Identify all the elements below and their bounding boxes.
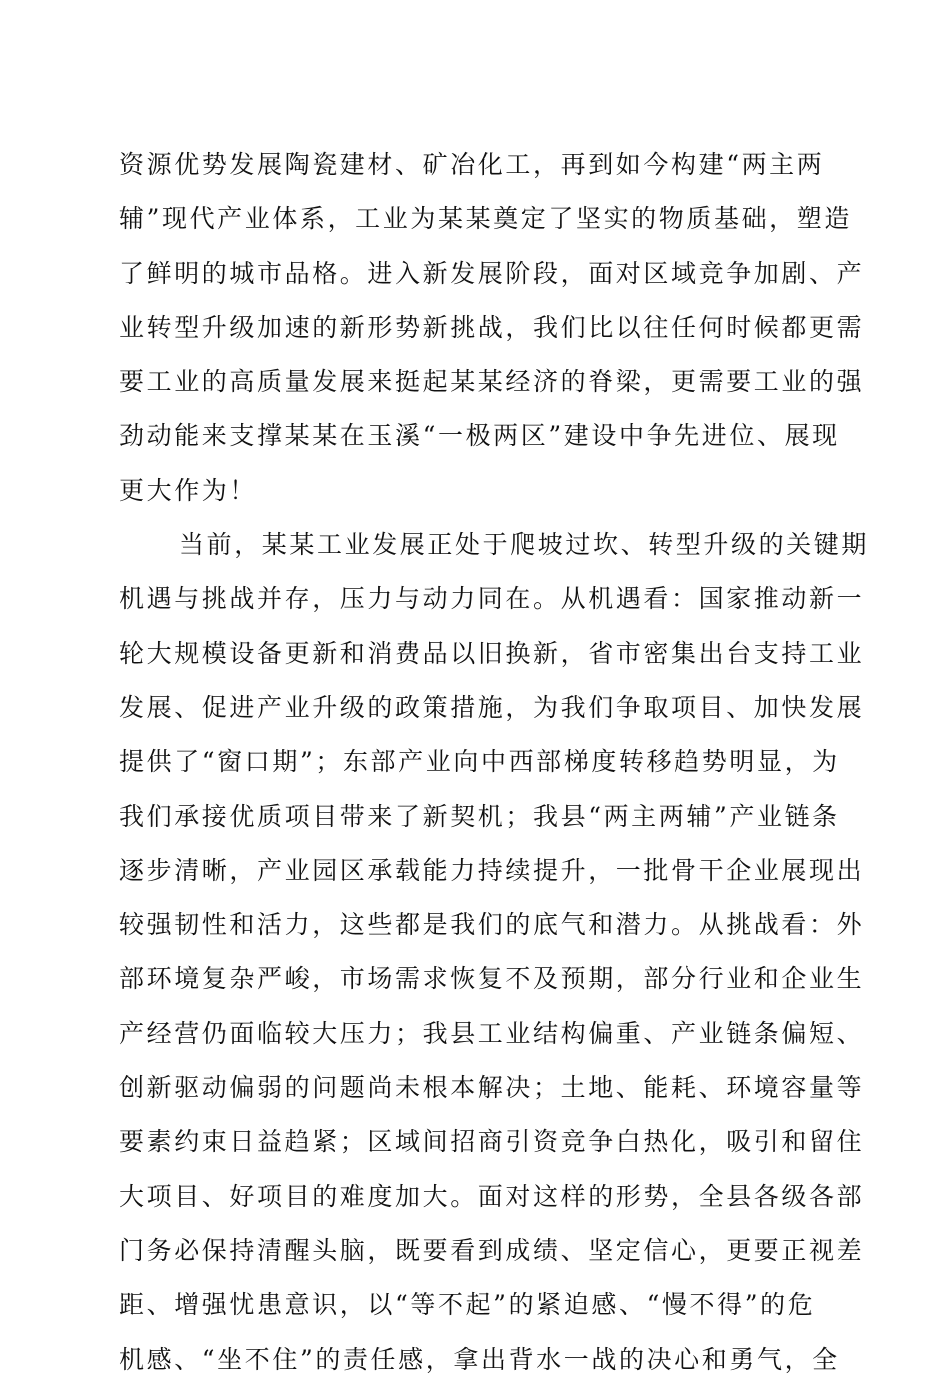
text-line: 距、增强忧患意识，以“等不起”的紧迫感、“慢不得”的危 bbox=[119, 1290, 816, 1320]
text-line: 轮大规模设备更新和消费品以旧换新，省市密集出台支持工业 bbox=[119, 638, 865, 668]
text-line: 逐步清晰，产业园区承载能力持续提升，一批骨干企业展现出 bbox=[119, 855, 865, 885]
text-line: 产经营仍面临较大压力；我县工业结构偏重、产业链条偏短、 bbox=[119, 1018, 865, 1048]
text-line: 部环境复杂严峻，市场需求恢复不及预期，部分行业和企业生 bbox=[119, 964, 865, 994]
text-line: 较强韧性和活力，这些都是我们的底气和潜力。从挑战看：外 bbox=[119, 910, 865, 940]
text-line: 大项目、好项目的难度加大。面对这样的形势，全县各级各部 bbox=[119, 1181, 865, 1211]
text-line: 我们承接优质项目带来了新契机；我县“两主两辅”产业链条 bbox=[119, 801, 840, 831]
text-line: 资源优势发展陶瓷建材、矿冶化工，再到如今构建“两主两 bbox=[119, 150, 825, 179]
paragraph-first-line: 当前，某某工业发展正处于爬坡过坎、转型升级的关键期 bbox=[179, 530, 870, 560]
text-line: 门务必保持清醒头脑，既要看到成绩、坚定信心，更要正视差 bbox=[119, 1235, 865, 1265]
text-line: 更大作为！ bbox=[119, 475, 258, 505]
text-line: 业转型升级加速的新形势新挑战，我们比以往任何时候都更需 bbox=[119, 312, 865, 342]
text-line: 要素约束日益趋紧；区域间招商引资竞争白热化，吸引和留住 bbox=[119, 1127, 865, 1157]
text-line: 发展、促进产业升级的政策措施，为我们争取项目、加快发展 bbox=[119, 692, 865, 722]
text-line: 创新驱动偏弱的问题尚未根本解决；土地、能耗、环境容量等 bbox=[119, 1073, 865, 1103]
text-line: 辅”现代产业体系，工业为某某奠定了坚实的物质基础，塑造 bbox=[119, 204, 852, 234]
text-line: 机感、“坐不住”的责任感，拿出背水一战的决心和勇气，全 bbox=[119, 1344, 840, 1374]
text-line: 要工业的高质量发展来挺起某某经济的脊梁，更需要工业的强 bbox=[119, 367, 865, 397]
text-line: 劲动能来支撑某某在玉溪“一极两区”建设中争先进位、展现 bbox=[119, 421, 840, 451]
text-line: 了鲜明的城市品格。进入新发展阶段，面对区域竞争加剧、产 bbox=[119, 258, 865, 288]
body-text bbox=[119, 138, 870, 1387]
text-line: 提供了“窗口期”；东部产业向中西部梯度转移趋势明显，为 bbox=[119, 747, 840, 777]
text-line: 机遇与挑战并存，压力与动力同在。从机遇看：国家推动新一 bbox=[119, 584, 865, 614]
